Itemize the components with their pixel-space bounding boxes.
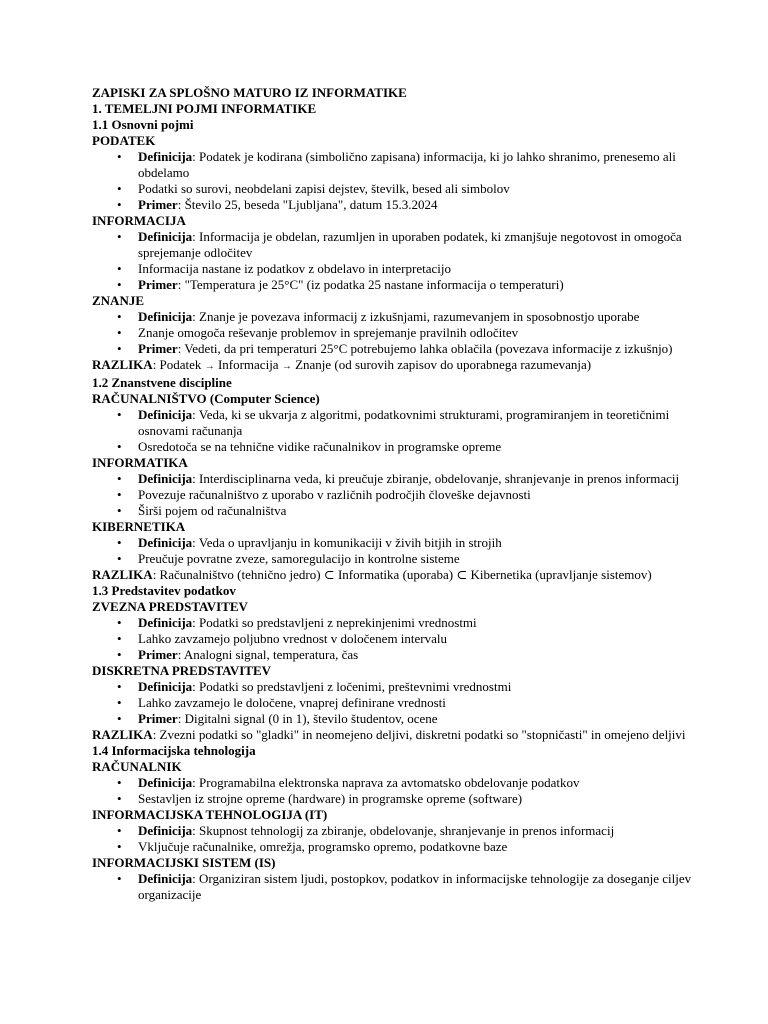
definition-label: Definicija: [138, 823, 193, 838]
list-item: [138, 647, 708, 663]
list-item: [138, 471, 708, 487]
list-item: • Podatki so surovi, neobdelani zapisi dejstev, številk, besed ali simbolov: [138, 181, 708, 197]
list-item: [138, 407, 708, 439]
definition-label: Definicija: [138, 309, 193, 324]
difference-label: RAZLIKA: [92, 567, 153, 582]
list-item: • Preučuje povratne zveze, samoregulacijo in kontrolne sisteme: [138, 551, 708, 567]
term-heading-racunalnistvo: RAČUNALNIŠTVO (Computer Science): [92, 391, 320, 406]
definition-text: : Podatki so predstavljeni z neprekinjenimi vrednostmi: [192, 615, 477, 630]
list-item: • Sestavljen iz strojne opreme (hardware) in programske opreme (software): [138, 791, 708, 807]
example-label: Primer: [138, 277, 178, 292]
definition-text: : Interdisciplinarna veda, ki preučuje zbiranje, obdelovanje, shranjevanje in prenos informacij: [192, 471, 680, 486]
term-heading-informatika: INFORMATIKA: [92, 455, 188, 470]
definition-text: : Programabilna elektronska naprava za avtomatsko obdelovanje podatkov: [192, 775, 580, 790]
definition-label: Definicija: [138, 407, 193, 422]
difference-note: RAZLIKA: Zvezni podatki so "gladki" in neomejeno deljivi, diskretni podatki so "stopničasti" in omejeno deljivi: [92, 727, 686, 742]
list-item: [138, 197, 708, 213]
bullet-list: [92, 471, 708, 519]
list-item: • Osredotoča se na tehnične vidike računalnikov in programske opreme: [138, 439, 708, 455]
definition-text: : Organiziran sistem ljudi, postopkov, podatkov in informacijske tehnologije za doseganje ciljev organizacije: [138, 871, 692, 902]
list-item: [138, 711, 708, 727]
term-heading-diskretna: DISKRETNA PREDSTAVITEV: [92, 663, 272, 678]
bullet-list: [92, 823, 708, 855]
difference-label: RAZLIKA: [92, 727, 153, 742]
term-heading-it: INFORMACIJSKA TEHNOLOGIJA (IT): [92, 807, 328, 822]
definition-text: : Skupnost tehnologij za zbiranje, obdelovanje, shranjevanje in prenos informacij: [192, 823, 615, 838]
section-heading: 1.2 Znanstvene discipline: [92, 375, 232, 390]
list-item: [138, 149, 708, 181]
definition-label: Definicija: [138, 615, 193, 630]
bullet-list: [92, 535, 708, 567]
example-label: Primer: [138, 197, 178, 212]
term-heading-podatek: PODATEK: [92, 133, 156, 148]
list-item: • Lahko zavzamejo le določene, vnaprej definirane vrednosti: [138, 695, 708, 711]
bullet-list: [92, 309, 708, 357]
list-item: [138, 535, 708, 551]
list-item: • Povezuje računalništvo z uporabo v različnih področjih človeške dejavnosti: [138, 487, 708, 503]
list-item: • Znanje omogoča reševanje problemov in sprejemanje pravilnih odločitev: [138, 325, 708, 341]
example-label: Primer: [138, 711, 178, 726]
term-heading-kibernetika: KIBERNETIKA: [92, 519, 186, 534]
section-heading: 1.1 Osnovni pojmi: [92, 117, 194, 132]
list-item: • Lahko zavzamejo poljubno vrednost v določenem intervalu: [138, 631, 708, 647]
example-label: Primer: [138, 647, 178, 662]
definition-text: : Veda o upravljanju in komunikaciji v živih bitjih in strojih: [192, 535, 502, 550]
bullet-list: [92, 615, 708, 663]
list-item: • Informacija nastane iz podatkov z obdelavo in interpretacijo: [138, 261, 708, 277]
list-item: • Širši pojem od računalništva: [138, 503, 708, 519]
difference-note: RAZLIKA: Računalništvo (tehnično jedro) ⊂ Informatika (uporaba) ⊂ Kibernetika (upravljanje sistemov): [92, 567, 652, 582]
bullet-list: [92, 679, 708, 727]
list-item: [138, 823, 708, 839]
bullet-list: [92, 407, 708, 455]
term-heading-is: INFORMACIJSKI SISTEM (IS): [92, 855, 276, 870]
list-item: [138, 341, 708, 357]
definition-label: Definicija: [138, 535, 193, 550]
list-item: [138, 615, 708, 631]
difference-note: RAZLIKA: Podatek → Informacija → Znanje (od surovih zapisov do uporabnega razumevanja): [92, 357, 592, 372]
definition-text: : Informacija je obdelan, razumljen in uporaben podatek, ki zmanjšuje negotovost in omogoča sprejemanje odločitev: [138, 229, 682, 260]
bullet-list: [92, 229, 708, 293]
list-item: [138, 277, 708, 293]
list-item: • Vključuje računalnike, omrežja, programsko opremo, podatkovne baze: [138, 839, 708, 855]
list-item: [138, 679, 708, 695]
bullet-list: [92, 775, 708, 807]
bullet-list: [92, 149, 708, 213]
difference-label: RAZLIKA: [92, 357, 153, 372]
arrow-right-icon: →: [204, 361, 215, 372]
term-heading-znanje: ZNANJE: [92, 293, 145, 308]
bullet-list: [92, 871, 708, 903]
example-text: : Digitalni signal (0 in 1), število študentov, ocene: [177, 711, 438, 726]
definition-label: Definicija: [138, 471, 193, 486]
example-label: Primer: [138, 341, 178, 356]
arrow-right-icon: →: [281, 361, 292, 372]
definition-text: : Veda, ki se ukvarja z algoritmi, podatkovnimi strukturami, programiranjem in teoretičnimi osnovami računanja: [138, 407, 670, 438]
example-text: : "Temperatura je 25°C" (iz podatka 25 nastane informacija o temperaturi): [177, 277, 564, 292]
term-heading-racunalnik: RAČUNALNIK: [92, 759, 182, 774]
definition-text: : Podatek je kodirana (simbolično zapisana) informacija, ki jo lahko shranimo, prenesemo ali obdelamo: [138, 149, 676, 180]
definition-text: : Znanje je povezava informacij z izkušnjami, razumevanjem in sposobnostjo uporabe: [192, 309, 640, 324]
chapter-heading: 1. TEMELJNI POJMI INFORMATIKE: [92, 101, 317, 116]
term-heading-zvezna: ZVEZNA PREDSTAVITEV: [92, 599, 248, 614]
example-text: : Analogni signal, temperatura, čas: [177, 647, 359, 662]
definition-label: Definicija: [138, 149, 193, 164]
example-text: : Število 25, beseda "Ljubljana", datum 15.3.2024: [177, 197, 438, 212]
list-item: [138, 309, 708, 325]
example-text: : Vedeti, da pri temperaturi 25°C potrebujemo lahka oblačila (povezava informacije z izkušnjo): [177, 341, 673, 356]
definition-label: Definicija: [138, 679, 193, 694]
list-item: [138, 229, 708, 261]
definition-text: : Podatki so predstavljeni z ločenimi, preštevnimi vrednostmi: [192, 679, 512, 694]
section-heading: 1.4 Informacijska tehnologija: [92, 743, 256, 758]
term-heading-informacija: INFORMACIJA: [92, 213, 186, 228]
definition-label: Definicija: [138, 871, 193, 886]
list-item: [138, 775, 708, 791]
section-heading: 1.3 Predstavitev podatkov: [92, 583, 236, 598]
definition-label: Definicija: [138, 775, 193, 790]
list-item: [138, 871, 708, 903]
definition-label: Definicija: [138, 229, 193, 244]
document-title: ZAPISKI ZA SPLOŠNO MATURO IZ INFORMATIKE: [92, 85, 407, 100]
